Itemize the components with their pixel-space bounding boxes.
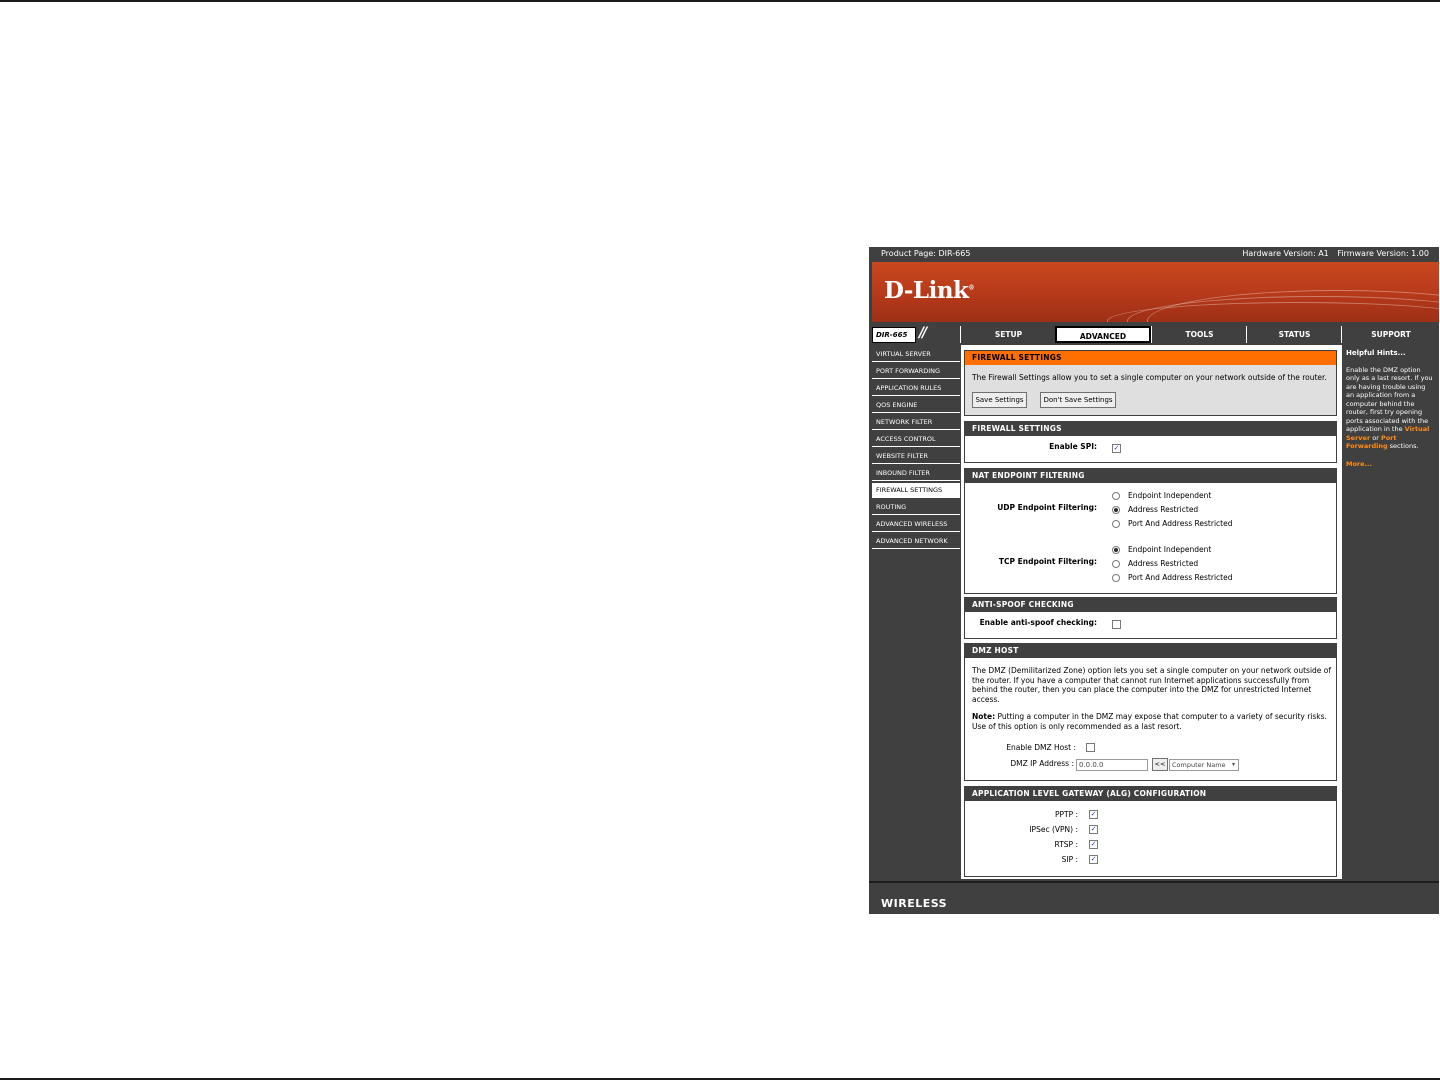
footer-bar (869, 881, 1439, 914)
computer-name-select[interactable]: Computer Name ▾ (1169, 759, 1239, 771)
sidebar-item-firewall-settings[interactable]: FIREWALL SETTINGS (872, 483, 960, 498)
tcp-option-label: Port And Address Restricted (1128, 573, 1233, 582)
anti-spoof-checkbox[interactable] (1112, 620, 1121, 629)
hints-text: sections. (1387, 442, 1419, 450)
intro-panel (964, 350, 1337, 416)
main-nav (869, 325, 1439, 345)
page-bottom-rule (0, 1078, 1440, 1080)
sidebar-item-inbound-filter[interactable]: INBOUND FILTER (872, 466, 960, 481)
dmz-note (972, 712, 1332, 731)
sip-checkbox[interactable]: ✓ (1090, 855, 1097, 863)
sip-label: SIP : (1061, 855, 1078, 864)
product-page-link[interactable]: Product Page: DIR-665 (881, 249, 971, 258)
nav-divider-slashes: // (919, 325, 926, 341)
dmz-ip-label: DMZ IP Address : (1010, 759, 1074, 768)
version-info (1236, 249, 1429, 258)
tcp-address-restricted-radio[interactable] (1112, 560, 1120, 568)
sidebar-item-access-control[interactable]: ACCESS CONTROL (872, 432, 960, 447)
sidebar-item-application-rules[interactable]: APPLICATION RULES (872, 381, 960, 396)
nat-endpoint-panel (964, 468, 1337, 594)
hints-text: or (1370, 433, 1381, 442)
sidebar-item-virtual-server[interactable]: VIRTUAL SERVER (872, 347, 960, 362)
dmz-note-text: Putting a computer in the DMZ may expose that computer to a variety of security risks. Use of this option is only recommended as a last resort. (972, 712, 1327, 731)
router-admin-window (869, 247, 1439, 914)
udp-address-restricted-radio[interactable] (1112, 506, 1120, 514)
nat-endpoint-title: NAT ENDPOINT FILTERING (965, 469, 1336, 483)
sidebar-item-network-filter[interactable]: NETWORK FILTER (872, 415, 960, 430)
helpful-hints (1346, 349, 1434, 468)
dmz-description: The DMZ (Demilitarized Zone) option lets you set a single computer on your network outside of the router. If you have a computer that cannot run Internet applications successfully from behind the router, then you can place the computer into the DMZ for unrestricted Internet access. (972, 666, 1332, 704)
save-settings-button[interactable]: Save Settings (972, 392, 1027, 408)
anti-spoof-panel (964, 597, 1337, 639)
banner-swoosh (1107, 302, 1439, 322)
wireless-brand: WIRELESS (881, 897, 948, 910)
virtual-server-link[interactable]: Virtual Server (1346, 425, 1430, 442)
tcp-option-label: Address Restricted (1128, 559, 1199, 568)
sidebar-item-website-filter[interactable]: WEBSITE FILTER (872, 449, 960, 464)
hints-text: Enable the DMZ option only as a last resort. If you are having trouble using an application from a computer behind the router, first try opening ports associated with the application in the (1346, 365, 1433, 433)
alg-config-title: APPLICATION LEVEL GATEWAY (ALG) CONFIGURATION (965, 787, 1336, 801)
enable-dmz-checkbox[interactable] (1086, 743, 1095, 752)
udp-port-address-restricted-radio[interactable] (1112, 520, 1120, 528)
enable-dmz-label: Enable DMZ Host : (1006, 743, 1076, 752)
alg-config-panel (964, 786, 1337, 877)
anti-spoof-title: ANTI-SPOOF CHECKING (965, 598, 1336, 612)
udp-option-label: Endpoint Independent (1128, 491, 1212, 500)
sidebar-item-advanced-wireless[interactable]: ADVANCED WIRELESS (872, 517, 960, 532)
dont-save-settings-button[interactable]: Don't Save Settings (1040, 392, 1116, 408)
sidebar-item-advanced-network[interactable]: ADVANCED NETWORK (872, 534, 960, 549)
tab-status[interactable]: STATUS (1246, 326, 1342, 343)
dmz-ip-input[interactable]: 0.0.0.0 (1076, 759, 1148, 771)
brand-banner (872, 262, 1439, 322)
intro-title: FIREWALL SETTINGS (965, 351, 1336, 365)
udp-filtering-label: UDP Endpoint Filtering: (997, 503, 1097, 512)
udp-endpoint-independent-radio[interactable] (1112, 492, 1120, 500)
ipsec-label: IPSec (VPN) : (1029, 825, 1078, 834)
tab-setup[interactable]: SETUP (960, 326, 1056, 343)
copy-computer-ip-button[interactable]: << (1152, 758, 1168, 771)
dmz-host-title: DMZ HOST (965, 644, 1336, 658)
page-top-rule (0, 0, 1440, 2)
more-hints-link[interactable]: More... (1346, 459, 1372, 468)
sidebar-menu (872, 347, 960, 551)
tcp-port-address-restricted-radio[interactable] (1112, 574, 1120, 582)
dmz-note-label: Note: (972, 712, 996, 721)
tab-support[interactable]: SUPPORT (1341, 326, 1439, 343)
model-badge: DIR-665 (872, 327, 916, 343)
rtsp-label: RTSP : (1054, 840, 1078, 849)
pptp-checkbox[interactable]: ✓ (1090, 810, 1097, 818)
tcp-filtering-label: TCP Endpoint Filtering: (998, 557, 1097, 566)
firmware-version: Firmware Version: 1.00 (1337, 249, 1429, 258)
spi-label: Enable SPI: (1049, 442, 1097, 451)
firewall-settings-title: FIREWALL SETTINGS (965, 422, 1336, 436)
chevron-down-icon: ▾ (1231, 761, 1235, 768)
tcp-endpoint-independent-radio[interactable] (1112, 546, 1120, 554)
udp-option-label: Address Restricted (1128, 505, 1199, 514)
rtsp-checkbox[interactable]: ✓ (1090, 840, 1097, 848)
udp-option-label: Port And Address Restricted (1128, 519, 1233, 528)
dlink-logo: D-Link® (884, 277, 974, 304)
sidebar-item-routing[interactable]: ROUTING (872, 500, 960, 515)
firewall-settings-panel (964, 421, 1337, 463)
tab-tools[interactable]: TOOLS (1151, 326, 1247, 343)
dmz-host-panel (964, 643, 1337, 781)
port-forwarding-link[interactable]: Port Forwarding (1346, 433, 1397, 450)
hints-title: Helpful Hints... (1346, 349, 1406, 357)
ipsec-checkbox[interactable]: ✓ (1090, 825, 1097, 833)
tab-advanced[interactable]: ADVANCED (1055, 326, 1151, 343)
anti-spoof-label: Enable anti-spoof checking: (979, 618, 1097, 627)
intro-text: The Firewall Settings allow you to set a single computer on your network outside of the router. (972, 373, 1327, 382)
tcp-option-label: Endpoint Independent (1128, 545, 1212, 554)
spi-checkbox[interactable]: ✓ (1113, 444, 1120, 452)
hardware-version: Hardware Version: A1 (1242, 249, 1329, 258)
pptp-label: PPTP : (1054, 810, 1078, 819)
top-info-bar (869, 247, 1439, 262)
main-content (961, 345, 1342, 879)
sidebar-item-port-forwarding[interactable]: PORT FORWARDING (872, 364, 960, 379)
sidebar-item-qos-engine[interactable]: QOS ENGINE (872, 398, 960, 413)
